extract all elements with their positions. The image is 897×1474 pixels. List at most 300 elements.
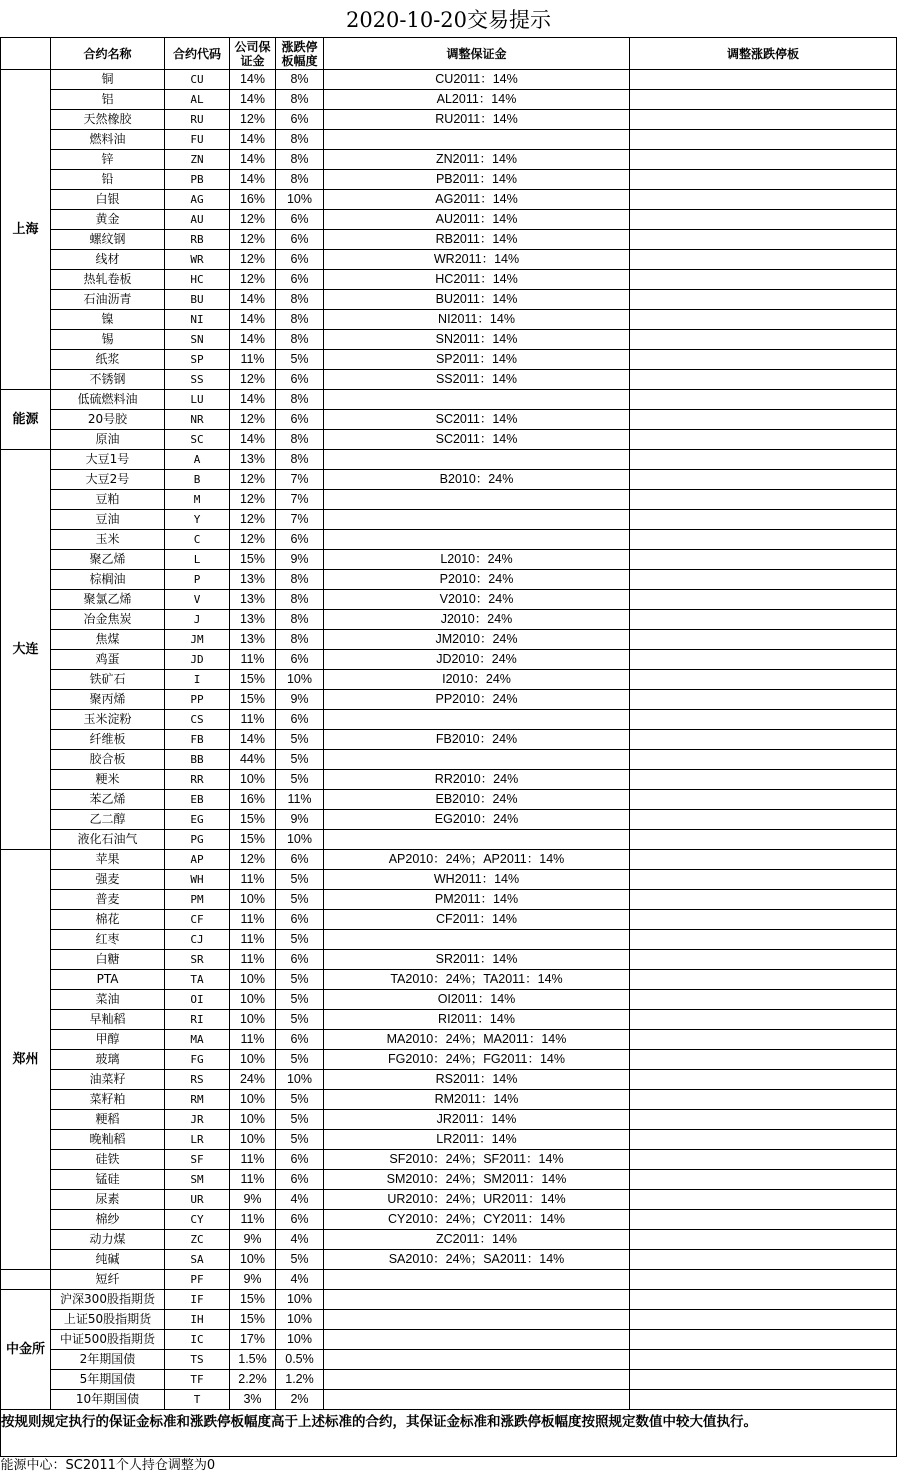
adjusted-limit: [630, 1150, 897, 1170]
table-row: [1, 530, 897, 550]
table-row: [1, 1330, 897, 1350]
contract-code: UR: [165, 1190, 230, 1210]
table-row: [1, 270, 897, 290]
company-margin: 12%: [230, 230, 276, 250]
contract-name: 红枣: [51, 930, 165, 950]
adjusted-margin: [324, 490, 630, 510]
contract-code: A: [165, 450, 230, 470]
adjusted-margin: JR2011：14%: [324, 1110, 630, 1130]
adjusted-limit: [630, 650, 897, 670]
price-limit: 10%: [276, 830, 324, 850]
contract-code: RR: [165, 770, 230, 790]
header-contract-code: 合约代码: [165, 38, 230, 70]
adjusted-limit: [630, 350, 897, 370]
contract-code: B: [165, 470, 230, 490]
company-margin: 11%: [230, 930, 276, 950]
price-limit: 11%: [276, 790, 324, 810]
table-row: [1, 850, 897, 870]
company-margin: 10%: [230, 1130, 276, 1150]
adjusted-limit: [630, 150, 897, 170]
contract-name: 纯碱: [51, 1250, 165, 1270]
contract-code: CU: [165, 70, 230, 90]
table-row: [1, 310, 897, 330]
price-limit: 5%: [276, 870, 324, 890]
company-margin: 14%: [230, 730, 276, 750]
company-margin: 10%: [230, 1090, 276, 1110]
contract-code: PM: [165, 890, 230, 910]
company-margin: 11%: [230, 910, 276, 930]
price-limit: 4%: [276, 1270, 324, 1290]
contract-code: SR: [165, 950, 230, 970]
table-row: [1, 290, 897, 310]
adjusted-margin: WH2011：14%: [324, 870, 630, 890]
contract-name: 燃料油: [51, 130, 165, 150]
company-margin: 10%: [230, 1250, 276, 1270]
adjusted-margin: AU2011：14%: [324, 210, 630, 230]
table-row: [1, 1010, 897, 1030]
adjusted-margin: [324, 1330, 630, 1350]
table-row: [1, 1390, 897, 1410]
price-limit: 5%: [276, 1130, 324, 1150]
adjusted-limit: [630, 750, 897, 770]
contract-name: 动力煤: [51, 1230, 165, 1250]
company-margin: 15%: [230, 1310, 276, 1330]
contract-code: AG: [165, 190, 230, 210]
contract-name: 豆粕: [51, 490, 165, 510]
adjusted-margin: CY2010：24%；CY2011：14%: [324, 1210, 630, 1230]
table-row: [1, 110, 897, 130]
contract-code: JR: [165, 1110, 230, 1130]
adjusted-limit: [630, 1110, 897, 1130]
company-margin: 16%: [230, 190, 276, 210]
adjusted-limit: [630, 1130, 897, 1150]
price-limit: 4%: [276, 1190, 324, 1210]
header-region: [1, 38, 51, 70]
company-margin: 17%: [230, 1330, 276, 1350]
adjusted-limit: [630, 1070, 897, 1090]
page-title: 2020-10-20交易提示: [0, 0, 897, 37]
adjusted-limit: [630, 890, 897, 910]
adjusted-margin: RM2011：14%: [324, 1090, 630, 1110]
contract-code: EB: [165, 790, 230, 810]
price-limit: 8%: [276, 430, 324, 450]
contract-code: LR: [165, 1130, 230, 1150]
adjusted-margin: TA2010：24%；TA2011：14%: [324, 970, 630, 990]
contract-name: 低硫燃料油: [51, 390, 165, 410]
price-limit: 6%: [276, 950, 324, 970]
price-limit: 9%: [276, 690, 324, 710]
company-margin: 14%: [230, 130, 276, 150]
adjusted-limit: [630, 530, 897, 550]
adjusted-limit: [630, 670, 897, 690]
region-label: 大连: [1, 450, 51, 850]
adjusted-limit: [630, 430, 897, 450]
price-limit: 5%: [276, 990, 324, 1010]
header-company-margin: 公司保证金: [230, 38, 276, 70]
table-row: [1, 1150, 897, 1170]
contract-name: 胶合板: [51, 750, 165, 770]
table-row: [1, 930, 897, 950]
adjusted-margin: RS2011：14%: [324, 1070, 630, 1090]
adjusted-limit: [630, 1210, 897, 1230]
adjusted-margin: RB2011：14%: [324, 230, 630, 250]
adjusted-limit: [630, 390, 897, 410]
company-margin: 14%: [230, 390, 276, 410]
adjusted-margin: [324, 1390, 630, 1410]
adjusted-margin: EB2010：24%: [324, 790, 630, 810]
table-row: [1, 210, 897, 230]
contract-name: 豆油: [51, 510, 165, 530]
price-limit: 10%: [276, 1310, 324, 1330]
price-limit: 5%: [276, 350, 324, 370]
contract-code: OI: [165, 990, 230, 1010]
adjusted-limit: [630, 1270, 897, 1290]
adjusted-margin: SS2011：14%: [324, 370, 630, 390]
adjusted-margin: PB2011：14%: [324, 170, 630, 190]
contract-name: 天然橡胶: [51, 110, 165, 130]
price-limit: 0.5%: [276, 1350, 324, 1370]
trading-notice-table: [0, 37, 897, 1474]
contract-code: NI: [165, 310, 230, 330]
contract-code: RI: [165, 1010, 230, 1030]
company-margin: 14%: [230, 70, 276, 90]
adjusted-margin: [324, 930, 630, 950]
adjusted-limit: [630, 1010, 897, 1030]
company-margin: 10%: [230, 1010, 276, 1030]
contract-name: 锡: [51, 330, 165, 350]
price-limit: 8%: [276, 570, 324, 590]
contract-code: CJ: [165, 930, 230, 950]
adjusted-limit: [630, 870, 897, 890]
adjusted-margin: [324, 530, 630, 550]
adjusted-margin: L2010：24%: [324, 550, 630, 570]
adjusted-margin: FG2010：24%；FG2011：14%: [324, 1050, 630, 1070]
company-margin: 15%: [230, 690, 276, 710]
adjusted-margin: JM2010：24%: [324, 630, 630, 650]
adjusted-margin: [324, 1290, 630, 1310]
table-row: [1, 890, 897, 910]
price-limit: 6%: [276, 210, 324, 230]
adjusted-limit: [630, 1190, 897, 1210]
adjusted-limit: [630, 630, 897, 650]
contract-code: TF: [165, 1370, 230, 1390]
region-label: [1, 1270, 51, 1290]
adjusted-limit: [630, 270, 897, 290]
table-row: [1, 790, 897, 810]
price-limit: 6%: [276, 1150, 324, 1170]
adjusted-margin: BU2011：14%: [324, 290, 630, 310]
table-row: [1, 1210, 897, 1230]
contract-name: 5年期国债: [51, 1370, 165, 1390]
adjusted-margin: [324, 1310, 630, 1330]
price-limit: 6%: [276, 250, 324, 270]
price-limit: 6%: [276, 530, 324, 550]
table-row: [1, 450, 897, 470]
adjusted-margin: [324, 750, 630, 770]
contract-code: V: [165, 590, 230, 610]
adjusted-margin: [324, 390, 630, 410]
table-row: [1, 390, 897, 410]
adjusted-limit: [630, 290, 897, 310]
adjusted-margin: LR2011：14%: [324, 1130, 630, 1150]
header-price-limit: 涨跌停板幅度: [276, 38, 324, 70]
adjusted-margin: OI2011：14%: [324, 990, 630, 1010]
price-limit: 5%: [276, 930, 324, 950]
price-limit: 7%: [276, 490, 324, 510]
contract-name: 锌: [51, 150, 165, 170]
contract-name: 玉米: [51, 530, 165, 550]
table-row: [1, 430, 897, 450]
company-margin: 11%: [230, 1210, 276, 1230]
contract-name: 乙二醇: [51, 810, 165, 830]
footnote-row: [1, 1457, 897, 1474]
energy-center-note: 能源中心：SC2011个人持仓调整为0: [1, 1457, 897, 1474]
contract-name: 大豆1号: [51, 450, 165, 470]
contract-code: IF: [165, 1290, 230, 1310]
adjusted-margin: J2010：24%: [324, 610, 630, 630]
adjusted-limit: [630, 70, 897, 90]
contract-code: IH: [165, 1310, 230, 1330]
price-limit: 8%: [276, 170, 324, 190]
contract-name: 短纤: [51, 1270, 165, 1290]
contract-code: CY: [165, 1210, 230, 1230]
contract-code: FB: [165, 730, 230, 750]
price-limit: 8%: [276, 610, 324, 630]
adjusted-limit: [630, 550, 897, 570]
adjusted-limit: [630, 1230, 897, 1250]
table-row: [1, 1270, 897, 1290]
adjusted-margin: PM2011：14%: [324, 890, 630, 910]
contract-code: PG: [165, 830, 230, 850]
contract-name: 锰硅: [51, 1170, 165, 1190]
adjusted-limit: [630, 130, 897, 150]
company-margin: 14%: [230, 330, 276, 350]
company-margin: 9%: [230, 1270, 276, 1290]
adjusted-margin: JD2010：24%: [324, 650, 630, 670]
table-row: [1, 690, 897, 710]
contract-code: AP: [165, 850, 230, 870]
contract-code: LU: [165, 390, 230, 410]
company-margin: 15%: [230, 810, 276, 830]
price-limit: 9%: [276, 550, 324, 570]
price-limit: 10%: [276, 190, 324, 210]
contract-code: SC: [165, 430, 230, 450]
price-limit: 8%: [276, 630, 324, 650]
header-contract-name: 合约名称: [51, 38, 165, 70]
contract-code: WR: [165, 250, 230, 270]
company-margin: 11%: [230, 1170, 276, 1190]
company-margin: 11%: [230, 350, 276, 370]
price-limit: 6%: [276, 410, 324, 430]
company-margin: 12%: [230, 210, 276, 230]
contract-code: PP: [165, 690, 230, 710]
price-limit: 6%: [276, 1170, 324, 1190]
table-row: [1, 550, 897, 570]
company-margin: 15%: [230, 830, 276, 850]
table-row: [1, 1190, 897, 1210]
price-limit: 8%: [276, 590, 324, 610]
table-row: [1, 830, 897, 850]
price-limit: 10%: [276, 1330, 324, 1350]
contract-name: 玻璃: [51, 1050, 165, 1070]
contract-name: 鸡蛋: [51, 650, 165, 670]
company-margin: 13%: [230, 590, 276, 610]
contract-name: 镍: [51, 310, 165, 330]
price-limit: 6%: [276, 1030, 324, 1050]
company-margin: 12%: [230, 490, 276, 510]
contract-name: 铅: [51, 170, 165, 190]
contract-name: 甲醇: [51, 1030, 165, 1050]
price-limit: 8%: [276, 330, 324, 350]
contract-name: 10年期国债: [51, 1390, 165, 1410]
price-limit: 5%: [276, 970, 324, 990]
contract-code: JD: [165, 650, 230, 670]
adjusted-margin: [324, 1350, 630, 1370]
adjusted-margin: SC2011：14%: [324, 430, 630, 450]
adjusted-limit: [630, 370, 897, 390]
price-limit: 6%: [276, 1210, 324, 1230]
price-limit: 6%: [276, 910, 324, 930]
adjusted-margin: NI2011：14%: [324, 310, 630, 330]
contract-code: SA: [165, 1250, 230, 1270]
contract-name: 棉花: [51, 910, 165, 930]
table-row: [1, 490, 897, 510]
company-margin: 14%: [230, 90, 276, 110]
table-row: [1, 950, 897, 970]
adjusted-limit: [630, 190, 897, 210]
price-limit: 10%: [276, 670, 324, 690]
adjusted-limit: [630, 110, 897, 130]
contract-code: NR: [165, 410, 230, 430]
adjusted-margin: B2010：24%: [324, 470, 630, 490]
company-margin: 16%: [230, 790, 276, 810]
price-limit: 2%: [276, 1390, 324, 1410]
adjusted-margin: V2010：24%: [324, 590, 630, 610]
adjusted-margin: MA2010：24%；MA2011：14%: [324, 1030, 630, 1050]
table-row: [1, 870, 897, 890]
adjusted-limit: [630, 230, 897, 250]
adjusted-margin: ZN2011：14%: [324, 150, 630, 170]
contract-code: MA: [165, 1030, 230, 1050]
adjusted-limit: [630, 1050, 897, 1070]
contract-name: 不锈钢: [51, 370, 165, 390]
adjusted-margin: AP2010：24%；AP2011：14%: [324, 850, 630, 870]
company-margin: 9%: [230, 1190, 276, 1210]
company-margin: 12%: [230, 510, 276, 530]
price-limit: 8%: [276, 150, 324, 170]
price-limit: 8%: [276, 90, 324, 110]
adjusted-margin: UR2010：24%；UR2011：14%: [324, 1190, 630, 1210]
price-limit: 5%: [276, 730, 324, 750]
table-row: [1, 1350, 897, 1370]
contract-name: 菜籽粕: [51, 1090, 165, 1110]
table-row: [1, 510, 897, 530]
region-label: 中金所: [1, 1290, 51, 1410]
adjusted-limit: [630, 1310, 897, 1330]
adjusted-limit: [630, 1030, 897, 1050]
adjusted-margin: PP2010：24%: [324, 690, 630, 710]
adjusted-margin: [324, 830, 630, 850]
contract-name: 晚籼稻: [51, 1130, 165, 1150]
adjusted-limit: [630, 470, 897, 490]
company-margin: 14%: [230, 310, 276, 330]
contract-name: 铜: [51, 70, 165, 90]
adjusted-margin: RI2011：14%: [324, 1010, 630, 1030]
contract-code: I: [165, 670, 230, 690]
contract-name: 硅铁: [51, 1150, 165, 1170]
contract-name: 菜油: [51, 990, 165, 1010]
contract-code: L: [165, 550, 230, 570]
contract-name: 原油: [51, 430, 165, 450]
adjusted-limit: [630, 1290, 897, 1310]
company-margin: 13%: [230, 570, 276, 590]
table-row: [1, 990, 897, 1010]
contract-code: AU: [165, 210, 230, 230]
adjusted-limit: [630, 850, 897, 870]
price-limit: 6%: [276, 370, 324, 390]
contract-name: 线材: [51, 250, 165, 270]
price-limit: 5%: [276, 1110, 324, 1130]
contract-code: SP: [165, 350, 230, 370]
contract-code: T: [165, 1390, 230, 1410]
company-margin: 11%: [230, 1150, 276, 1170]
adjusted-margin: ZC2011：14%: [324, 1230, 630, 1250]
price-limit: 6%: [276, 270, 324, 290]
price-limit: 5%: [276, 1090, 324, 1110]
adjusted-limit: [630, 310, 897, 330]
table-row: [1, 670, 897, 690]
contract-name: 螺纹钢: [51, 230, 165, 250]
contract-code: SM: [165, 1170, 230, 1190]
table-row: [1, 350, 897, 370]
adjusted-limit: [630, 410, 897, 430]
adjusted-limit: [630, 1390, 897, 1410]
company-margin: 12%: [230, 270, 276, 290]
adjusted-limit: [630, 250, 897, 270]
contract-code: WH: [165, 870, 230, 890]
company-margin: 44%: [230, 750, 276, 770]
company-margin: 15%: [230, 670, 276, 690]
contract-code: IC: [165, 1330, 230, 1350]
contract-name: 20号胶: [51, 410, 165, 430]
price-limit: 8%: [276, 390, 324, 410]
company-margin: 12%: [230, 110, 276, 130]
table-row: [1, 1130, 897, 1150]
adjusted-margin: [324, 130, 630, 150]
price-limit: 6%: [276, 650, 324, 670]
table-row: [1, 730, 897, 750]
contract-name: 石油沥青: [51, 290, 165, 310]
table-row: [1, 1290, 897, 1310]
contract-code: BU: [165, 290, 230, 310]
contract-name: 白糖: [51, 950, 165, 970]
contract-name: PTA: [51, 970, 165, 990]
table-row: [1, 1090, 897, 1110]
contract-code: SN: [165, 330, 230, 350]
adjusted-limit: [630, 210, 897, 230]
adjusted-margin: RU2011：14%: [324, 110, 630, 130]
adjusted-limit: [630, 510, 897, 530]
contract-code: J: [165, 610, 230, 630]
adjusted-margin: CF2011：14%: [324, 910, 630, 930]
adjusted-limit: [630, 1170, 897, 1190]
header-adjusted-margin: 调整保证金: [324, 38, 630, 70]
adjusted-limit: [630, 830, 897, 850]
table-row: [1, 910, 897, 930]
contract-name: 油菜籽: [51, 1070, 165, 1090]
table-row: [1, 610, 897, 630]
contract-name: 焦煤: [51, 630, 165, 650]
